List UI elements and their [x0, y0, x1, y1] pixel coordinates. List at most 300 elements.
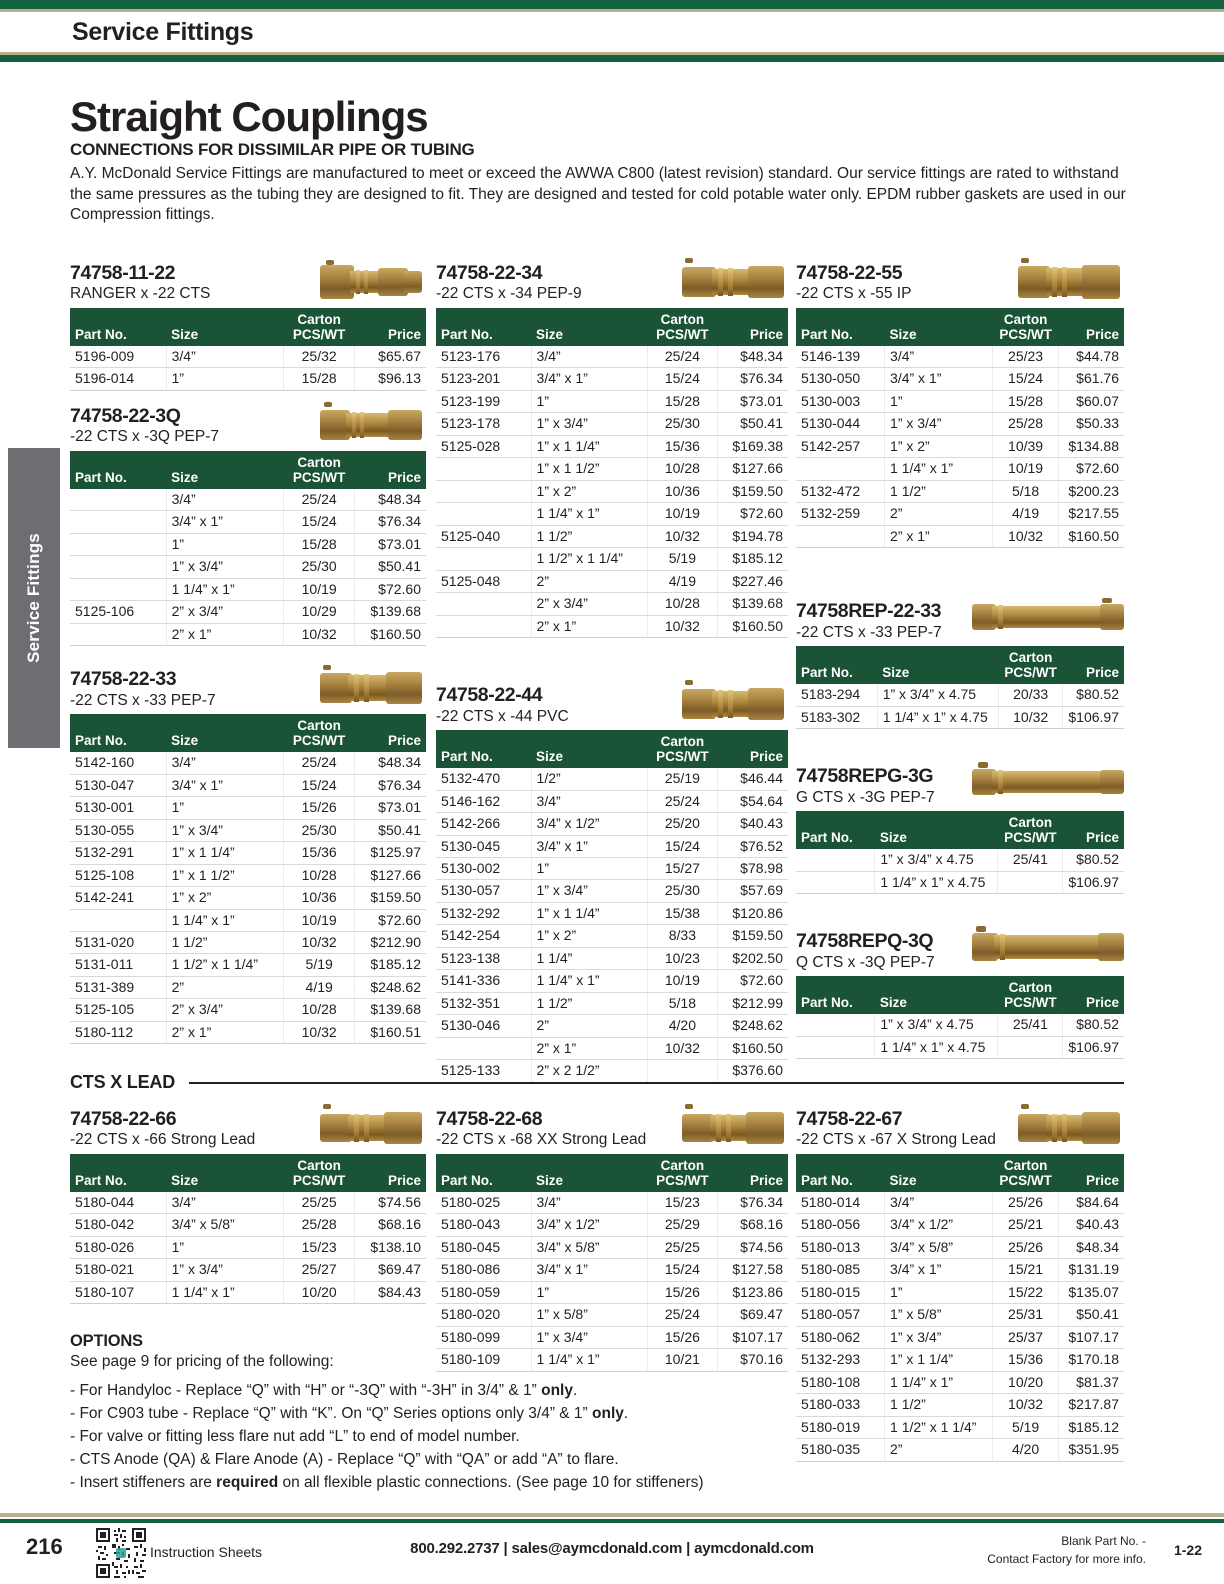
- cell-part-no: 5132-351: [436, 992, 531, 1014]
- cell-size: 2” x 3/4”: [166, 999, 283, 1021]
- product-model: 74758REP-22-33: [796, 600, 942, 623]
- cell-carton-pcs-wt: 10/32: [284, 932, 355, 954]
- cts-x-lead-divider: [70, 1072, 1124, 1093]
- cell-part-no: 5130-001: [70, 797, 166, 819]
- spec-table: [796, 308, 1124, 548]
- cell-price: $120.86: [718, 902, 788, 924]
- cell-size: 1 1/4” x 1” x 4.75: [875, 871, 998, 893]
- cell-carton-pcs-wt: 25/26: [993, 1236, 1059, 1258]
- cell-size: 3/4”: [166, 1192, 283, 1214]
- cell-size: 1 1/4” x 1”: [531, 970, 647, 992]
- cell-part-no: 5130-057: [436, 880, 531, 902]
- intro-paragraph: A.Y. McDonald Service Fittings are manufactured to meet or exceed the AWWA C800 (latest revision) standard. Our service fittings are rated to withstand the same pressures as the tubing they are designed to fit. They are designed and tested for cold potable water only. EPDM rubber gaskets are used in our Compression fittings.: [70, 165, 1126, 224]
- page-footer: [0, 1528, 1224, 1584]
- col-header-size: Size: [875, 976, 998, 1014]
- col-header-price: Price: [718, 1154, 788, 1192]
- cell-part-no: 5131-011: [70, 954, 166, 976]
- cell-size: 1/2”: [531, 768, 647, 790]
- column-middle: [436, 262, 788, 1089]
- product-header: [796, 930, 1124, 972]
- cell-part-no: 5123-201: [436, 368, 531, 390]
- cell-price: $50.41: [355, 556, 426, 578]
- cell-part-no: [436, 1037, 531, 1059]
- sidebar-section-tab-label: Service Fittings: [24, 533, 44, 663]
- cell-carton-pcs-wt: 4/19: [284, 976, 355, 998]
- cell-size: 1” x 1 1/4”: [531, 435, 647, 457]
- spec-table: [796, 1154, 1124, 1462]
- col-header-part-no: Part No.: [796, 811, 875, 849]
- cell-price: $106.97: [1063, 706, 1124, 728]
- cell-carton-pcs-wt: 10/19: [284, 909, 355, 931]
- table-row: [436, 992, 788, 1014]
- cell-size: 3/4” x 5/8”: [885, 1236, 993, 1258]
- cell-price: $50.33: [1058, 413, 1124, 435]
- table-row: [436, 1214, 788, 1236]
- cell-part-no: 5132-259: [796, 503, 885, 525]
- coupling-photo-icon: [682, 1102, 788, 1154]
- product-description: -22 CTS x -55 IP: [796, 285, 912, 303]
- col-header-price: Price: [1058, 1154, 1124, 1192]
- table-row: [70, 623, 426, 645]
- product-description: -22 CTS x -44 PVC: [436, 707, 569, 725]
- cell-price: $248.62: [718, 1015, 788, 1037]
- cell-carton-pcs-wt: 10/36: [284, 887, 355, 909]
- table-row: [70, 797, 426, 819]
- cell-part-no: 5130-045: [436, 835, 531, 857]
- cell-carton-pcs-wt: 25/24: [284, 752, 355, 774]
- cell-price: $78.98: [718, 858, 788, 880]
- table-row: [70, 601, 426, 623]
- cell-part-no: 5183-302: [796, 706, 877, 728]
- cell-price: $72.60: [355, 578, 426, 600]
- cell-carton-pcs-wt: 25/41: [998, 1014, 1063, 1036]
- cell-carton-pcs-wt: 10/32: [647, 525, 717, 547]
- cell-size: 1” x 3/4” x 4.75: [877, 684, 998, 706]
- table-row: [436, 570, 788, 592]
- cell-price: $40.43: [718, 813, 788, 835]
- cell-price: $76.34: [355, 511, 426, 533]
- cell-price: $123.86: [718, 1281, 788, 1303]
- cell-price: $50.41: [718, 413, 788, 435]
- cell-carton-pcs-wt: 10/21: [647, 1349, 717, 1371]
- cell-price: $227.46: [718, 570, 788, 592]
- cell-size: 3/4” x 1”: [531, 368, 647, 390]
- col-header-part-no: Part No.: [796, 1154, 885, 1192]
- coupling-photo-icon: [972, 759, 1124, 805]
- cell-part-no: 5142-241: [70, 887, 166, 909]
- cell-carton-pcs-wt: 15/24: [647, 835, 717, 857]
- cell-carton-pcs-wt: 25/25: [647, 1236, 717, 1258]
- col-header-price: Price: [718, 308, 788, 346]
- cell-size: 1 1/2” x 1 1/4”: [166, 954, 283, 976]
- cts-x-lead-label: CTS X LEAD: [70, 1072, 176, 1092]
- cell-size: 1”: [166, 797, 283, 819]
- cell-part-no: 5142-257: [796, 435, 885, 457]
- cell-size: 2” x 2 1/2”: [531, 1060, 647, 1082]
- cell-part-no: 5142-160: [70, 752, 166, 774]
- product-model: 74758-22-34: [436, 262, 543, 284]
- cell-carton-pcs-wt: 10/36: [647, 480, 717, 502]
- product-header: [70, 262, 426, 304]
- col-header-part-no: Part No.: [70, 1154, 166, 1192]
- cell-price: $50.41: [355, 819, 426, 841]
- col-header-price: Price: [1063, 646, 1124, 684]
- cell-part-no: [436, 480, 531, 502]
- cell-carton-pcs-wt: 15/23: [284, 1236, 355, 1258]
- cell-carton-pcs-wt: 10/32: [284, 623, 355, 645]
- cell-part-no: 5130-003: [796, 390, 885, 412]
- cell-part-no: 5180-056: [796, 1214, 885, 1236]
- cell-part-no: 5180-025: [436, 1192, 531, 1214]
- cell-part-no: 5132-291: [70, 842, 166, 864]
- cell-price: $73.01: [355, 797, 426, 819]
- cell-carton-pcs-wt: 5/19: [284, 954, 355, 976]
- table-row: [70, 1192, 426, 1214]
- header-green-rule-top: [0, 0, 1224, 9]
- cell-size: 1 1/4” x 1” x 4.75: [875, 1036, 998, 1058]
- col-header-part-no: Part No.: [70, 714, 166, 752]
- table-row: [70, 864, 426, 886]
- cell-size: 1” x 2”: [531, 480, 647, 502]
- cell-size: 1” x 3/4” x 4.75: [875, 849, 998, 871]
- cell-price: $106.97: [1063, 1036, 1124, 1058]
- product-description: -22 CTS x -66 Strong Lead: [70, 1131, 256, 1149]
- options-section: [70, 1332, 770, 1495]
- cell-part-no: 5180-109: [436, 1349, 531, 1371]
- options-subtitle: See page 9 for pricing of the following:: [70, 1353, 334, 1370]
- product-description: RANGER x -22 CTS: [70, 285, 211, 303]
- col-header-part-no: Part No.: [436, 308, 531, 346]
- cell-carton-pcs-wt: 15/24: [284, 774, 355, 796]
- coupling-photo-icon: [1018, 256, 1124, 308]
- cell-carton-pcs-wt: 10/29: [284, 601, 355, 623]
- cell-price: $185.12: [355, 954, 426, 976]
- cell-size: 2” x 1”: [531, 615, 647, 637]
- cell-carton-pcs-wt: 25/26: [993, 1192, 1059, 1214]
- cell-part-no: 5123-138: [436, 947, 531, 969]
- options-list-item: - For valve or fitting less flare nut add “L” to end of model number.: [70, 1428, 520, 1445]
- cell-carton-pcs-wt: 25/30: [647, 880, 717, 902]
- cell-price: $80.52: [1063, 684, 1124, 706]
- cell-size: 1 1/2” x 1 1/4”: [531, 548, 647, 570]
- cell-carton-pcs-wt: 25/24: [647, 346, 717, 368]
- cell-carton-pcs-wt: 5/18: [647, 992, 717, 1014]
- cell-price: $48.34: [718, 346, 788, 368]
- cell-size: 1” x 3/4”: [531, 880, 647, 902]
- cell-carton-pcs-wt: 10/32: [993, 1394, 1059, 1416]
- table-row: [70, 346, 426, 368]
- table-row: [436, 548, 788, 570]
- cell-size: 1 1/4” x 1”: [166, 1281, 283, 1303]
- cell-part-no: 5123-178: [436, 413, 531, 435]
- cell-carton-pcs-wt: 10/19: [284, 578, 355, 600]
- cell-part-no: 5142-254: [436, 925, 531, 947]
- table-row: [796, 706, 1124, 728]
- blank-part-note-line1: Blank Part No. -: [1061, 1534, 1146, 1548]
- cell-part-no: 5146-139: [796, 346, 885, 368]
- table-row: [70, 954, 426, 976]
- table-row: [70, 909, 426, 931]
- product-model: 74758-22-33: [70, 668, 177, 691]
- cell-size: 2” x 1”: [885, 525, 993, 547]
- cell-price: $160.51: [355, 1021, 426, 1043]
- cell-carton-pcs-wt: 10/39: [993, 435, 1059, 457]
- cell-carton-pcs-wt: [998, 1036, 1063, 1058]
- cell-carton-pcs-wt: 15/38: [647, 902, 717, 924]
- table-row: [436, 1259, 788, 1281]
- col-header-carton: Carton PCS/WT: [284, 714, 355, 752]
- table-row: [796, 480, 1124, 502]
- table-row: [796, 1192, 1124, 1214]
- cell-part-no: 5180-014: [796, 1192, 885, 1214]
- col-header-price: Price: [355, 1154, 426, 1192]
- col-header-size: Size: [531, 1154, 647, 1192]
- table-row: [436, 925, 788, 947]
- col-header-size: Size: [531, 730, 647, 768]
- product-model: 74758-11-22: [70, 262, 176, 284]
- cell-carton-pcs-wt: 5/19: [647, 548, 717, 570]
- cell-carton-pcs-wt: 25/19: [647, 768, 717, 790]
- cell-carton-pcs-wt: [998, 871, 1063, 893]
- cell-size: 3/4”: [885, 346, 993, 368]
- table-row: [436, 1037, 788, 1059]
- col-header-size: Size: [531, 308, 647, 346]
- cell-price: $68.16: [718, 1214, 788, 1236]
- cell-carton-pcs-wt: 15/26: [647, 1326, 717, 1348]
- cell-part-no: 5125-105: [70, 999, 166, 1021]
- table-row: [70, 752, 426, 774]
- table-row: [796, 390, 1124, 412]
- coupling-photo-icon: [320, 1102, 426, 1154]
- table-row: [796, 849, 1124, 871]
- table-row: [796, 458, 1124, 480]
- col-header-part-no: Part No.: [436, 1154, 531, 1192]
- cell-size: 3/4” x 1/2”: [531, 813, 647, 835]
- cell-part-no: 5132-292: [436, 902, 531, 924]
- cell-part-no: [70, 533, 166, 555]
- cell-price: $72.60: [1058, 458, 1124, 480]
- spec-table: [796, 646, 1124, 729]
- cell-part-no: 5180-085: [796, 1259, 885, 1281]
- cell-price: $160.50: [355, 623, 426, 645]
- cell-part-no: [436, 503, 531, 525]
- cell-part-no: 5180-112: [70, 1021, 166, 1043]
- cell-carton-pcs-wt: 25/24: [284, 489, 355, 511]
- cell-carton-pcs-wt: 25/31: [993, 1304, 1059, 1326]
- options-list-item: - For C903 tube - Replace “Q” with “K”. On “Q” Series options only 3/4” & 1” only.: [70, 1405, 629, 1422]
- cell-size: 1”: [531, 858, 647, 880]
- col-header-carton: Carton PCS/WT: [284, 1154, 355, 1192]
- cell-carton-pcs-wt: 4/20: [993, 1439, 1059, 1461]
- cell-carton-pcs-wt: 8/33: [647, 925, 717, 947]
- cell-size: 1”: [166, 1236, 283, 1258]
- cell-size: 2” x 3/4”: [166, 601, 283, 623]
- cell-size: 2” x 1”: [531, 1037, 647, 1059]
- table-row: [796, 1349, 1124, 1371]
- cell-size: 3/4” x 1”: [885, 1259, 993, 1281]
- cell-price: $73.01: [718, 390, 788, 412]
- table-row: [796, 413, 1124, 435]
- product-model: 74758REPQ-3Q: [796, 930, 934, 953]
- cell-part-no: [436, 615, 531, 637]
- col-header-size: Size: [166, 308, 283, 346]
- cell-carton-pcs-wt: 15/26: [647, 1281, 717, 1303]
- cell-carton-pcs-wt: 15/26: [284, 797, 355, 819]
- table-row: [436, 458, 788, 480]
- qr-code-label: Instruction Sheets: [150, 1544, 263, 1560]
- cell-size: 2”: [885, 503, 993, 525]
- table-row: [796, 1014, 1124, 1036]
- cell-price: $159.50: [718, 480, 788, 502]
- product-block-74758REP-22-33: [796, 600, 1124, 729]
- cell-price: $48.34: [355, 752, 426, 774]
- cell-size: 3/4” x 1/2”: [885, 1214, 993, 1236]
- cell-price: $44.78: [1058, 346, 1124, 368]
- cell-part-no: 5180-057: [796, 1304, 885, 1326]
- coupling-photo-icon: [682, 256, 788, 308]
- cell-size: 1” x 1 1/2”: [166, 864, 283, 886]
- cell-carton-pcs-wt: 25/41: [998, 849, 1063, 871]
- cell-size: 1” x 3/4”: [885, 413, 993, 435]
- cell-size: 3/4”: [531, 790, 647, 812]
- cell-carton-pcs-wt: 25/30: [284, 819, 355, 841]
- product-header: [796, 600, 1124, 642]
- cell-size: 1” x 5/8”: [531, 1304, 647, 1326]
- cell-price: $131.19: [1058, 1259, 1124, 1281]
- cell-price: $134.88: [1058, 435, 1124, 457]
- col-header-size: Size: [885, 308, 993, 346]
- table-row: [436, 390, 788, 412]
- cell-price: $76.34: [718, 1192, 788, 1214]
- table-row: [70, 774, 426, 796]
- page-header-banner: [0, 0, 1224, 62]
- cell-size: 3/4”: [166, 489, 283, 511]
- spec-table: [70, 714, 426, 1044]
- table-row: [436, 368, 788, 390]
- cell-price: $159.50: [355, 887, 426, 909]
- cell-price: $57.69: [718, 880, 788, 902]
- cell-part-no: 5180-059: [436, 1281, 531, 1303]
- col-header-carton: Carton PCS/WT: [998, 976, 1063, 1014]
- cell-carton-pcs-wt: 10/32: [647, 615, 717, 637]
- table-row: [70, 1214, 426, 1236]
- cell-size: 1” x 3/4”: [166, 819, 283, 841]
- cell-price: $376.60: [718, 1060, 788, 1082]
- table-row: [436, 947, 788, 969]
- cell-size: 1 1/2”: [531, 992, 647, 1014]
- cell-size: 1”: [885, 1281, 993, 1303]
- cell-size: 3/4”: [166, 752, 283, 774]
- cell-part-no: 5180-044: [70, 1192, 166, 1214]
- cell-size: 3/4” x 1”: [166, 774, 283, 796]
- cell-size: 1” x 3/4”: [531, 413, 647, 435]
- cell-carton-pcs-wt: 15/21: [993, 1259, 1059, 1281]
- product-model: 74758-22-66: [70, 1108, 177, 1130]
- col-header-part-no: Part No.: [796, 646, 877, 684]
- cell-size: 1” x 3/4”: [531, 1326, 647, 1348]
- cell-part-no: 5146-162: [436, 790, 531, 812]
- cell-part-no: 5180-043: [436, 1214, 531, 1236]
- cell-size: 1 1/4” x 1”: [885, 1371, 993, 1393]
- table-row: [70, 932, 426, 954]
- cell-carton-pcs-wt: 15/27: [647, 858, 717, 880]
- table-row: [436, 1192, 788, 1214]
- cell-carton-pcs-wt: 25/30: [284, 556, 355, 578]
- cell-size: 1”: [166, 368, 283, 390]
- table-row: [796, 525, 1124, 547]
- cell-price: $68.16: [355, 1214, 426, 1236]
- cell-part-no: 5123-176: [436, 346, 531, 368]
- coupling-photo-icon: [320, 662, 426, 714]
- table-row: [796, 435, 1124, 457]
- table-row: [70, 1259, 426, 1281]
- cell-carton-pcs-wt: 15/22: [993, 1281, 1059, 1303]
- cell-size: 2” x 1”: [166, 623, 283, 645]
- table-row: [70, 1236, 426, 1258]
- table-row: [796, 1394, 1124, 1416]
- cell-size: 1” x 2”: [166, 887, 283, 909]
- cell-part-no: 5131-389: [70, 976, 166, 998]
- product-model: 74758REPG-3G: [796, 765, 934, 788]
- product-block-74758-22-3Q: [70, 405, 426, 646]
- col-header-part-no: Part No.: [796, 976, 875, 1014]
- cell-part-no: [70, 623, 166, 645]
- cell-size: 1 1/2”: [531, 525, 647, 547]
- intro-block: [70, 93, 1130, 226]
- cell-price: $46.44: [718, 768, 788, 790]
- cell-size: 1 1/4” x 1”: [531, 1349, 647, 1371]
- cell-size: 2”: [166, 976, 283, 998]
- cell-price: $125.97: [355, 842, 426, 864]
- cell-part-no: 5180-099: [436, 1326, 531, 1348]
- col-header-price: Price: [1063, 811, 1124, 849]
- cell-size: 3/4”: [531, 346, 647, 368]
- cell-price: $200.23: [1058, 480, 1124, 502]
- cell-part-no: 5180-020: [436, 1304, 531, 1326]
- product-block-74758-22-33: [70, 668, 426, 1044]
- cell-price: $135.07: [1058, 1281, 1124, 1303]
- cell-size: 1” x 3/4”: [166, 1259, 283, 1281]
- table-row: [70, 999, 426, 1021]
- cell-part-no: 5141-336: [436, 970, 531, 992]
- cell-part-no: 5125-048: [436, 570, 531, 592]
- cell-size: 1”: [531, 1281, 647, 1303]
- cell-size: 1” x 5/8”: [885, 1304, 993, 1326]
- cell-part-no: [436, 548, 531, 570]
- col-header-price: Price: [355, 451, 426, 489]
- cell-carton-pcs-wt: 15/24: [647, 368, 717, 390]
- options-list-item: - For Handyloc - Replace “Q” with “H” or “-3Q” with “-3H” in 3/4” & 1” only.: [70, 1382, 578, 1399]
- cell-size: 3/4”: [531, 1192, 647, 1214]
- cell-carton-pcs-wt: 25/23: [993, 346, 1059, 368]
- cell-price: $107.17: [718, 1326, 788, 1348]
- cell-price: $76.34: [718, 368, 788, 390]
- table-row: [436, 615, 788, 637]
- table-row: [70, 533, 426, 555]
- cell-price: $127.66: [355, 864, 426, 886]
- cell-price: $84.64: [1058, 1192, 1124, 1214]
- cell-price: $48.34: [355, 489, 426, 511]
- cell-price: $159.50: [718, 925, 788, 947]
- cell-carton-pcs-wt: 10/28: [647, 458, 717, 480]
- table-row: [70, 976, 426, 998]
- cell-price: $202.50: [718, 947, 788, 969]
- product-description: -22 CTS x -3Q PEP-7: [70, 428, 220, 446]
- cell-price: $127.66: [718, 458, 788, 480]
- cell-price: $185.12: [718, 548, 788, 570]
- footer-rules: [0, 1513, 1224, 1523]
- cell-price: $54.64: [718, 790, 788, 812]
